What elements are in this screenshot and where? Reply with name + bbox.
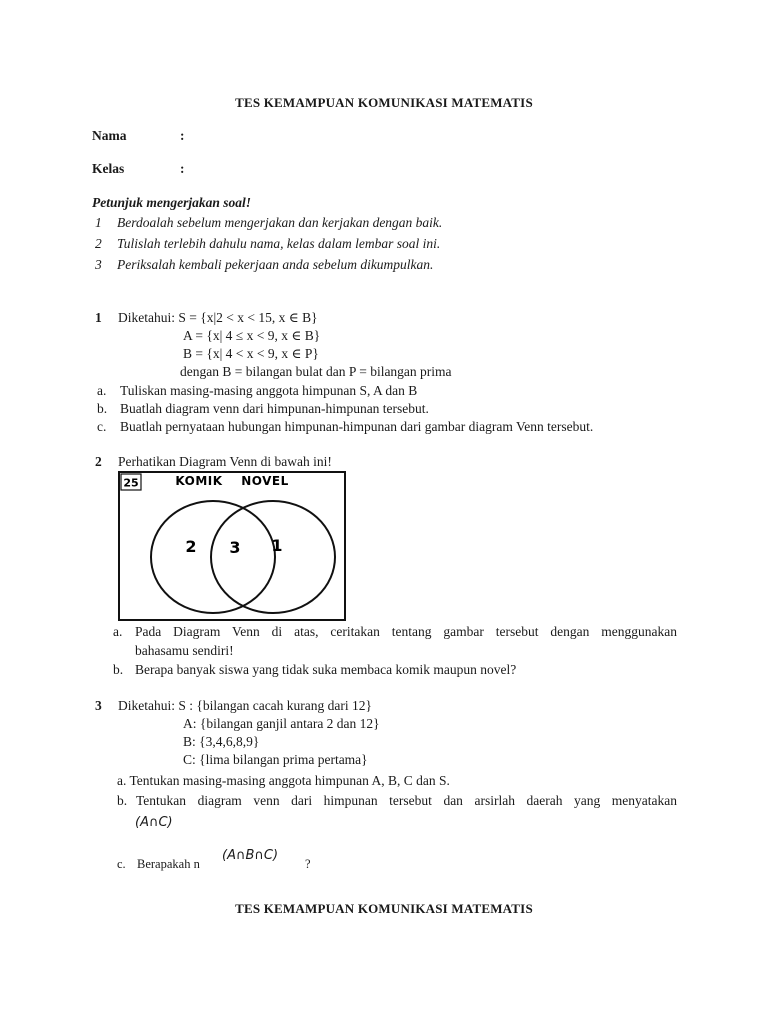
class-colon: : xyxy=(180,161,185,176)
q3-given-c: C: {lima bilangan prima pertama} xyxy=(183,752,368,767)
q1-part-label: c. xyxy=(97,419,107,434)
q3-given-s: Diketahui: S : {bilangan cacah kurang dari 12} xyxy=(118,698,373,713)
q3-given-b: B: {3,4,6,8,9} xyxy=(183,734,260,749)
region-intersection: 3 xyxy=(229,538,241,557)
instruction-text: Berdoalah sebelum mengerjakan dan kerjakan dengan baik. xyxy=(117,215,443,230)
q3-number: 3 xyxy=(95,698,102,713)
instruction-num: 1 xyxy=(95,215,102,230)
novel-circle xyxy=(211,501,335,613)
q2-part-label: a. xyxy=(113,624,123,639)
q2-intro: Perhatikan Diagram Venn di bawah ini! xyxy=(118,454,332,469)
q3-part-label: b. xyxy=(117,793,128,808)
q2-part-a-line2: bahasamu sendiri! xyxy=(135,643,234,658)
q2-part-a-line1: Pada Diagram Venn di atas, ceritakan tentang gambar tersebut dengan menggunakan xyxy=(135,624,677,639)
region-komik-only: 2 xyxy=(185,537,197,556)
komik-circle xyxy=(151,501,275,613)
q3-part-c-expression: (A∩B∩C) xyxy=(222,848,279,863)
q3-part-b-text: Tentukan diagram venn dari himpunan tersebut dan arsirlah daerah yang menyatakan xyxy=(136,793,677,808)
q1-part-label: a. xyxy=(97,383,107,398)
venn-diagram xyxy=(117,470,347,622)
instructions-heading: Petunjuk mengerjakan soal! xyxy=(92,195,252,210)
set-label-komik: KOMIK xyxy=(175,474,223,488)
q1-given-a: A = {x| 4 ≤ x < 9, x ∈ B} xyxy=(183,328,321,343)
q3-part-b-expression: (A∩C) xyxy=(135,815,173,830)
instruction-num: 2 xyxy=(95,236,102,251)
universe-count: 25 xyxy=(123,476,139,490)
q1-part-a: Tuliskan masing-masing anggota himpunan S, A dan B xyxy=(120,383,418,398)
set-label-novel: NOVEL xyxy=(241,474,289,488)
name-label: Nama xyxy=(92,128,127,143)
footer-title: TES KEMAMPUAN KOMUNIKASI MATEMATIS xyxy=(235,901,533,916)
instruction-num: 3 xyxy=(95,257,102,272)
q1-part-c: Buatlah pernyataan hubungan himpunan-himpunan dari gambar diagram Venn tersebut. xyxy=(120,419,594,434)
q1-part-label: b. xyxy=(97,401,108,416)
q1-given-note: dengan B = bilangan bulat dan P = bilangan prima xyxy=(180,364,452,379)
q3-given-a: A: {bilangan ganjil antara 2 dan 12} xyxy=(183,716,380,731)
q3-part-a: a. Tentukan masing-masing anggota himpunan A, B, C dan S. xyxy=(117,773,450,788)
region-novel-only: 1 xyxy=(271,536,283,555)
q1-given-s: Diketahui: S = {x|2 < x < 15, x ∈ B} xyxy=(118,310,318,325)
class-label: Kelas xyxy=(92,161,125,176)
q2-part-b: Berapa banyak siswa yang tidak suka membaca komik maupun novel? xyxy=(135,662,517,677)
q1-part-b: Buatlah diagram venn dari himpunan-himpunan tersebut. xyxy=(120,401,429,416)
name-colon: : xyxy=(180,128,185,143)
q3-part-label: c. xyxy=(117,857,126,871)
q1-given-b: B = {x| 4 < x < 9, x ∈ P} xyxy=(183,346,319,361)
instruction-text: Tulislah terlebih dahulu nama, kelas dalam lembar soal ini. xyxy=(117,236,441,251)
q2-number: 2 xyxy=(95,454,102,469)
q1-number: 1 xyxy=(95,310,102,325)
page-title: TES KEMAMPUAN KOMUNIKASI MATEMATIS xyxy=(235,95,533,110)
instruction-text: Periksalah kembali pekerjaan anda sebelum dikumpulkan. xyxy=(117,257,434,272)
q2-part-label: b. xyxy=(113,662,124,677)
q3-part-c-text: Berapakah n xyxy=(137,857,200,871)
q3-part-c-question-mark: ? xyxy=(305,857,311,871)
